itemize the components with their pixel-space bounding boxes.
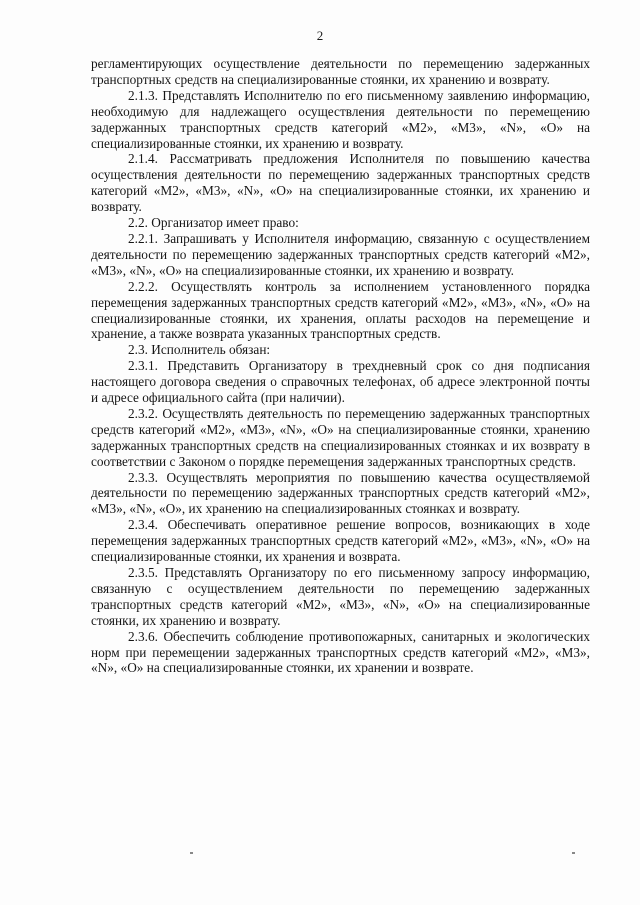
scan-artifact [572, 852, 575, 854]
paragraph-2-3-6: 2.3.6. Обеспечить соблюдение противопожарных, санитарных и экологических норм при перемещении задержанных транспортных средств категорий «М2», «М3», «N», «О» на специализированные стоянки, их хранении и возврате. [91, 628, 590, 676]
paragraph-2-3-2: 2.3.2. Осуществлять деятельность по перемещению задержанных транспортных средств категорий «М2», «М3», «N», «О» на специализированные стоянки, хранению задержанных транспортных средств на специализированных стоянках и их возврату в соответствии с Законом о порядке перемещения задержанных транспортных средств. [91, 405, 590, 469]
page-number: 2 [316, 28, 324, 43]
paragraph-2-1-4: 2.1.4. Рассматривать предложения Исполнителя по повышению качества осуществления деятельности по перемещению задержанных транспортных средств категорий «М2», «М3», «N», «О» на специализированные стоянки, их хранению и возврату. [91, 151, 590, 215]
paragraph-continuation: регламентирующих осуществление деятельности по перемещению задержанных транспортных средств на специализированные стоянки, их хранению и возврату. [91, 56, 590, 87]
document-body [91, 56, 590, 676]
paragraph-2-2-1: 2.2.1. Запрашивать у Исполнителя информацию, связанную с осуществлением деятельности по перемещению задержанных транспортных средств категорий «М2», «М3», «N», «О» на специализированные стоянки, их хранению и возврату. [91, 230, 590, 278]
paragraph-2-3-3: 2.3.3. Осуществлять мероприятия по повышению качества осуществляемой деятельности по перемещению задержанных транспортных средств категорий «М2», «М3», «N», «О», их хранению на специализированных стоянках и возврату. [91, 469, 590, 517]
paragraph-2-3-5: 2.3.5. Представлять Организатору по его письменному запросу информацию, связанную с осуществлением деятельности по перемещению задержанных транспортных средств категорий «М2», «М3», «N», «О» на специализированные стоянки, их хранению и возврату. [91, 565, 590, 628]
paragraph-2-1-3: 2.1.3. Представлять Исполнителю по его письменному заявлению информацию, необходимую для надлежащего осуществления деятельности по перемещению задержанных транспортных средств категорий «М2», «М3», «N», «О» на специализированные стоянки, их хранению и возврату. [91, 87, 590, 151]
section-heading-2-2: 2.2. Организатор имеет право: [128, 215, 299, 231]
paragraph-2-3-4: 2.3.4. Обеспечивать оперативное решение вопросов, возникающих в ходе перемещения задержанных транспортных средств категорий «М2», «М3», «N», «О» на специализированные стоянки, их хранения и возврата. [91, 517, 590, 565]
paragraph-2-2-2: 2.2.2. Осуществлять контроль за исполнением установленного порядка перемещения задержанных транспортных средств категорий «М2», «М3», «N», «О» на специализированные стоянки, их хранения, оплаты расходов на перемещение и хранение, а также возврата указанных транспортных средств. [91, 278, 590, 342]
section-heading-2-3: 2.3. Исполнитель обязан: [128, 342, 271, 358]
paragraph-2-3-1: 2.3.1. Представить Организатору в трехдневный срок со дня подписания настоящего договора сведения о справочных телефонах, об адресе электронной почты и адресе официального сайта (при наличии). [91, 358, 590, 406]
scan-artifact [190, 852, 193, 854]
